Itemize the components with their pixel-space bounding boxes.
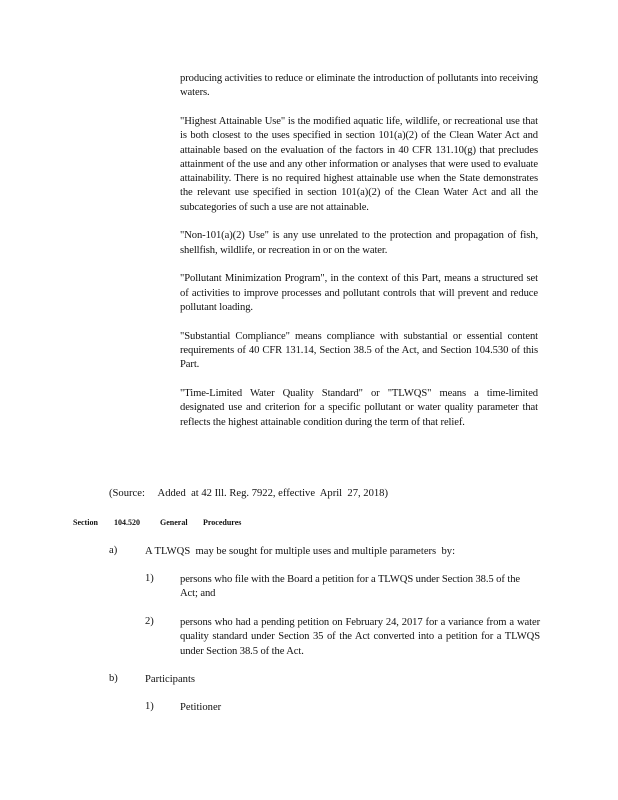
definitions-block xyxy=(180,72,538,444)
section-title-word-2: Procedures xyxy=(203,518,242,527)
section-heading xyxy=(73,518,241,527)
item-a1-marker: 1) xyxy=(145,573,154,584)
definition-non-101a2-use: "Non-101(a)(2) Use" is any use unrelated to the protection and propagation of fish, shellfish, wildlife, or recreation in or on the water. xyxy=(180,230,538,256)
section-number: 104.520 xyxy=(114,518,140,527)
item-a2-marker: 2) xyxy=(145,616,154,627)
source-note: (Source: Added at 42 Ill. Reg. 7922, effective April 27, 2018) xyxy=(109,488,389,499)
subsection-a-text: A TLWQS may be sought for multiple uses and multiple parameters by: xyxy=(145,546,456,557)
section-title-word-1: General xyxy=(160,518,188,527)
definition-highest-attainable-use: "Highest Attainable Use" is the modified aquatic life, wildlife, or recreational use that is both closest to the uses specified in section 101(a)(2) of the Clean Water Act and attainable based on the evaluation of the factors in 40 CFR 131.10(g) that precludes attainment of the use and any other information or analyses that were used to evaluate attainability. There is no required highest attainable use when the State demonstrates the relevant use specified in section 101(a)(2) of the Clean Water Act and all the subcategories of such a use are not attainable. xyxy=(180,115,538,213)
definition-continuation: producing activities to reduce or eliminate the introduction of pollutants into receiving waters. xyxy=(180,73,538,99)
subsection-a-marker: a) xyxy=(109,545,118,556)
definition-tlwqs: "Time-Limited Water Quality Standard" or "TLWQS" means a time-limited designated use and criterion for a specific pollutant or water quality parameter that reflects the highest attainable condition during the term of that relief. xyxy=(180,388,538,428)
definition-pollutant-minimization-program: "Pollutant Minimization Program", in the context of this Part, means a structured set of activities to improve processes and pollutant controls that will prevent and reduce pollutant loading. xyxy=(180,273,538,314)
subsection-b-text: Participants xyxy=(145,674,196,685)
item-a2-text: persons who had a pending petition on February 24, 2017 for a variance from a water quality standard under Section 35 of the Act converted into a petition for a TLWQS under Section 38.5 of the Act. xyxy=(180,617,540,657)
definition-substantial-compliance: "Substantial Compliance" means compliance with substantial or essential content requirements of 40 CFR 131.14, Section 38.5 of the Act, and Section 104.530 of this Part. xyxy=(180,330,538,371)
item-b1-marker: 1) xyxy=(145,701,154,712)
item-b1-text: Petitioner xyxy=(180,702,222,713)
item-a1-text: persons who file with the Board a petition for a TLWQS under Section 38.5 of the Act; and xyxy=(180,574,520,600)
section-label: Section xyxy=(73,518,98,527)
subsection-b-marker: b) xyxy=(109,673,118,684)
